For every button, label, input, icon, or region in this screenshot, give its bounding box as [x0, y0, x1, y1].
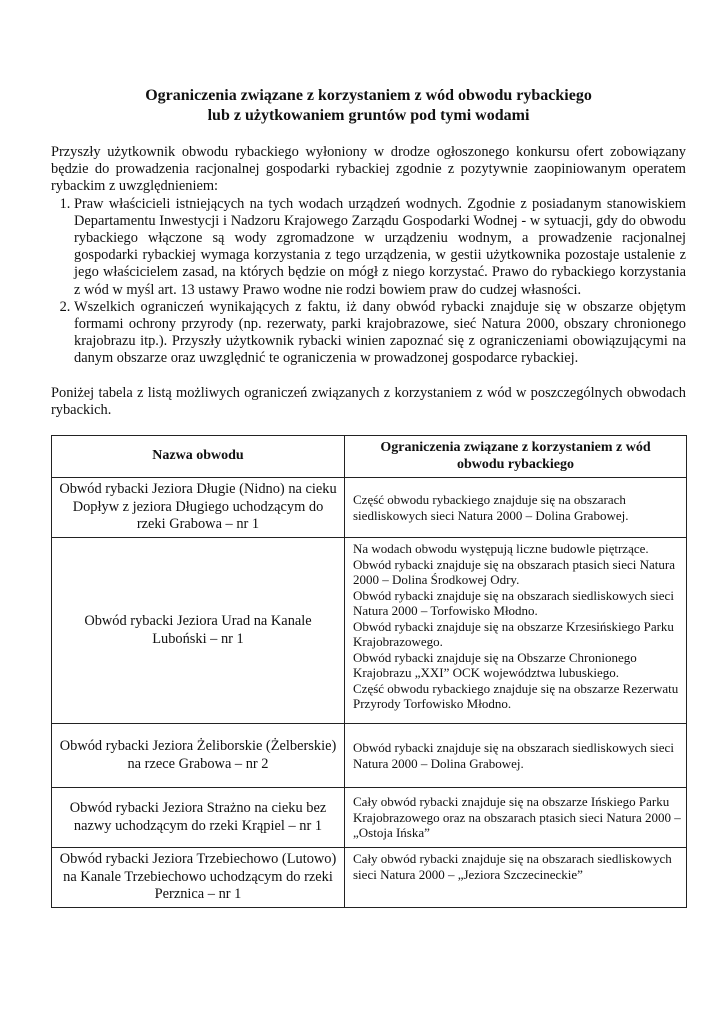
table-row [52, 478, 687, 538]
fishery-name-cell: Obwód rybacki Jeziora Strażno na cieku bez nazwy uchodzącym do rzeki Krąpiel – nr 1 [52, 788, 345, 848]
list-item: 1. Praw właścicieli istniejących na tych wodach urządzeń wodnych. Zgodnie z posiadanym stanowiskiem Departamentu Inwestycji i Nadzoru Krajowego Zarządu Gospodarki Wodnej - w sytuacji, gdy do obwodu rybackiego włączone są wody zgromadzone w urządzeniu wodnym, a prowadzenie racjonalnej gospodarki rybackiej wymaga korzystania z tego urządzenia, w gestii użytkownika pozostaje ustalenie z jego właścicielem zasad, na których będzie on mógł z niego korzystać. Prawo do rybackiego korzystania z wód w myśl art. 13 ustawy Prawo wodne nie rodzi bowiem praw do cudzej własności. [74, 196, 686, 299]
fishery-name-cell: Obwód rybacki Jeziora Długie (Nidno) na cieku Dopływ z jeziora Długiego uchodzącym do rzeki Grabowa – nr 1 [52, 478, 345, 538]
limitations-table [51, 435, 687, 908]
table-row [52, 848, 687, 908]
limits-cell [345, 848, 687, 908]
document-title [51, 86, 686, 126]
intro-paragraph: Przyszły użytkownik obwodu rybackiego wyłoniony w drodze ogłoszonego konkursu ofert zobowiązany będzie do prowadzenia racjonalnej gospodarki rybackiej zgodnie z pozytywnie zaopiniowanym operatem rybackim z uwzględnieniem: [51, 144, 686, 195]
limit-text: Obwód rybacki znajduje się na obszarze Krzesińskiego Parku Krajobrazowego. [353, 618, 674, 650]
obligations-list [51, 196, 686, 368]
title-line-1: Ograniczenia związane z korzystaniem z wód obwodu rybackiego [145, 87, 592, 104]
title-line-2: lub z użytkowaniem gruntów pod tymi wodami [207, 107, 530, 124]
table-row [52, 788, 687, 848]
limit-text: Na wodach obwodu występują liczne budowle piętrzące. [353, 541, 649, 557]
document-page [51, 86, 686, 908]
header-limits-cell [345, 436, 687, 478]
limits-cell [345, 724, 687, 788]
limit-text: Obwód rybacki znajduje się na Obszarze Chronionego Krajobrazu „XXI” OCK województwa lubuskiego. [353, 649, 637, 681]
fishery-name-cell: Obwód rybacki Jeziora Żeliborskie (Żelberskie) na rzece Grabowa – nr 2 [52, 724, 345, 788]
header-limits-line-2: obwodu rybackiego [456, 456, 575, 472]
table-row [52, 724, 687, 788]
fishery-name-cell: Obwód rybacki Jeziora Trzebiechowo (Lutowo) na Kanale Trzebiechowo uchodzącym do rzeki Perznica – nr 1 [52, 848, 345, 908]
table-header-row [52, 436, 687, 478]
limit-text: Cały obwód rybacki znajduje się na obszarze Ińskiego Parku Krajobrazowego oraz na obszarach ptasich sieci Natura 2000 – „Ostoja Ińska” [353, 794, 681, 841]
limit-text: Część obwodu rybackiego znajduje się na obszarach siedliskowych sieci Natura 2000 – Dolina Grabowej. [353, 492, 629, 523]
table-row [52, 538, 687, 724]
header-name-cell: Nazwa obwodu [52, 436, 345, 478]
limits-cell [345, 538, 687, 724]
limit-text: Cały obwód rybacki znajduje się na obszarach siedliskowych sieci Natura 2000 – „Jeziora Szczecineckie” [353, 851, 672, 882]
limit-text: Obwód rybacki znajduje się na obszarach siedliskowych sieci Natura 2000 – Dolina Grabowej. [353, 740, 674, 771]
limit-text: Obwód rybacki znajduje się na obszarach siedliskowych sieci Natura 2000 – Torfowisko Młodno. [353, 587, 674, 619]
fishery-name-cell: Obwód rybacki Jeziora Urad na Kanale Luboński – nr 1 [52, 538, 345, 724]
limits-cell [345, 478, 687, 538]
list-item: 2. Wszelkich ograniczeń wynikających z faktu, iż dany obwód rybacki znajduje się w obszarze objętym formami ochrony przyrody (np. rezerwaty, parki krajobrazowe, sieć Natura 2000, obszary chronionego krajobrazu itp.). Przyszły użytkownik rybacki winien zapoznać się z ograniczeniami obowiązującymi na danym obszarze oraz uwzględnić te ograniczenia w prowadzonej gospodarce rybackiej. [74, 299, 686, 368]
limits-cell [345, 788, 687, 848]
limit-text: Obwód rybacki znajduje się na obszarach ptasich sieci Natura 2000 – Dolina Środkowej Odry. [353, 556, 675, 588]
limit-text: Część obwodu rybackiego znajduje się na obszarze Rezerwatu Przyrody Torfowisko Młodno. [353, 680, 679, 712]
header-limits-line-1: Ograniczenia związane z korzystaniem z wód [380, 440, 651, 456]
table-intro-paragraph: Poniżej tabela z listą możliwych ograniczeń związanych z korzystaniem z wód w poszczególnych obwodach rybackich. [51, 384, 686, 418]
